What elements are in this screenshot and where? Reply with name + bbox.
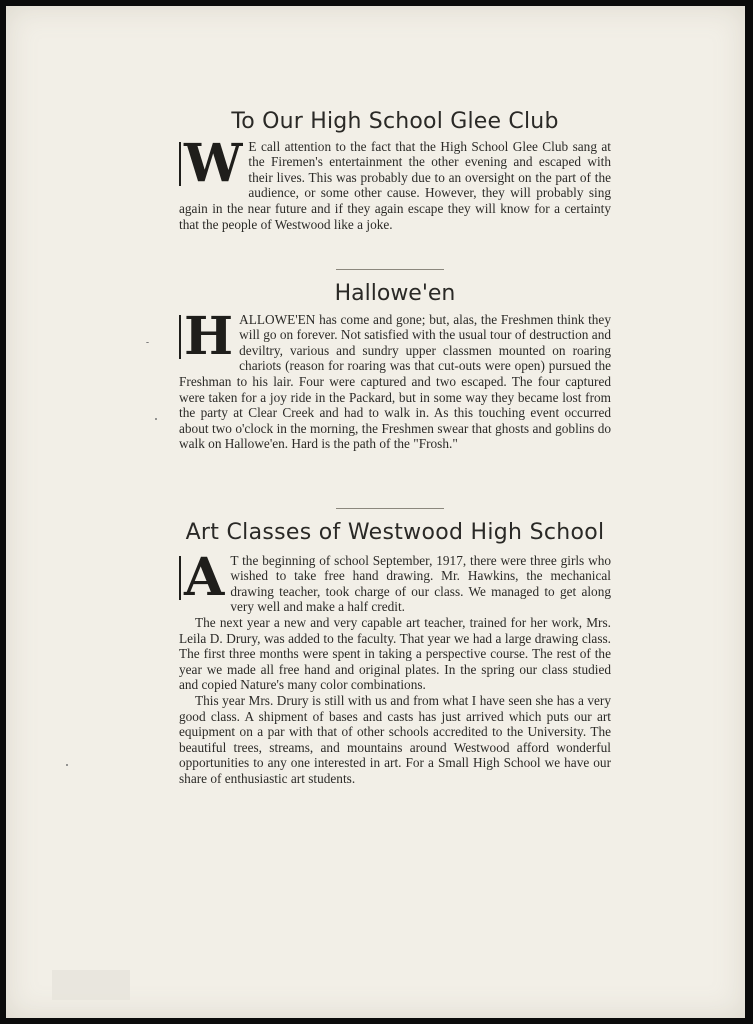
halloween-title: Hallowe'en [334,281,456,306]
art-classes-paragraph: T the beginning of school September, 1917, there were three girls who wished to take free hand drawing. Mr. Hawkins, the mechanical drawing teacher, took charge of our class. We managed to get along very well and make a half credit. [230,552,611,615]
art-classes-drop-cap: A [179,556,224,600]
page-speck [66,764,68,766]
art-classes-title: Art Classes of Westwood High School [185,520,605,545]
document-page [6,6,745,1018]
glee-club-drop-cap: W [179,142,242,186]
halloween-section [179,281,611,452]
halloween-drop-cap: H [179,315,233,359]
art-classes-section [179,520,611,787]
halloween-paragraph: ALLOWE'EN has come and gone; but, alas, the Freshmen think they will go on forever. Not satisfied with the usual tour of destruction and deviltry, various and sundry upper classmen mounted on roaring chariots (reason for roaring was that cut-outs were open) pursued the Freshman to his lair. Four were captured and two escaped. The four captured were taken for a joy ride in the Packard, but in some way they became lost from the party at Clear Creek and had to walk in. As this touching event occurred about two o'clock in the morning, the Freshmen swear that ghosts and goblins do walk on Hallowe'en. Hard is the path of the "Frosh." [179,311,611,452]
art-classes-paragraph: The next year a new and very capable art teacher, trained for her work, Mrs. Leila D. Drury, was added to the faculty. That year we had a large drawing class. The first three months were spent in taking a perspective course. The rest of the year we made all free hand and original plates. In the spring our class studied and copied Nature's many color combinations. [179,614,611,693]
section-divider [336,508,444,509]
art-classes-paragraph: This year Mrs. Drury is still with us and from what I have seen she has a very good class. A shipment of bases and casts has just arrived which puts our art equipment on a par with that of other schools accredited to the University. The beautiful trees, streams, and mountains around Westwood afford wonderful opportunities to any one interested in art. For a Small High School we have our share of enthusiastic art students. [179,692,611,786]
glee-club-section [179,109,611,232]
section-divider [336,269,444,270]
faded-stamp-mark [52,970,130,1000]
page-speck [146,342,149,343]
page-speck [155,418,157,420]
glee-club-paragraph: E call attention to the fact that the High School Glee Club sang at the Firemen's entertainment the other evening and escaped with their lives. This was probably due to an oversight on the part of the audience, or some other cause. However, they will probably sing again in the near future and if they again escape they will know for a certainty that the people of Westwood like a joke. [179,138,611,232]
glee-club-title: To Our High School Glee Club [231,109,559,134]
